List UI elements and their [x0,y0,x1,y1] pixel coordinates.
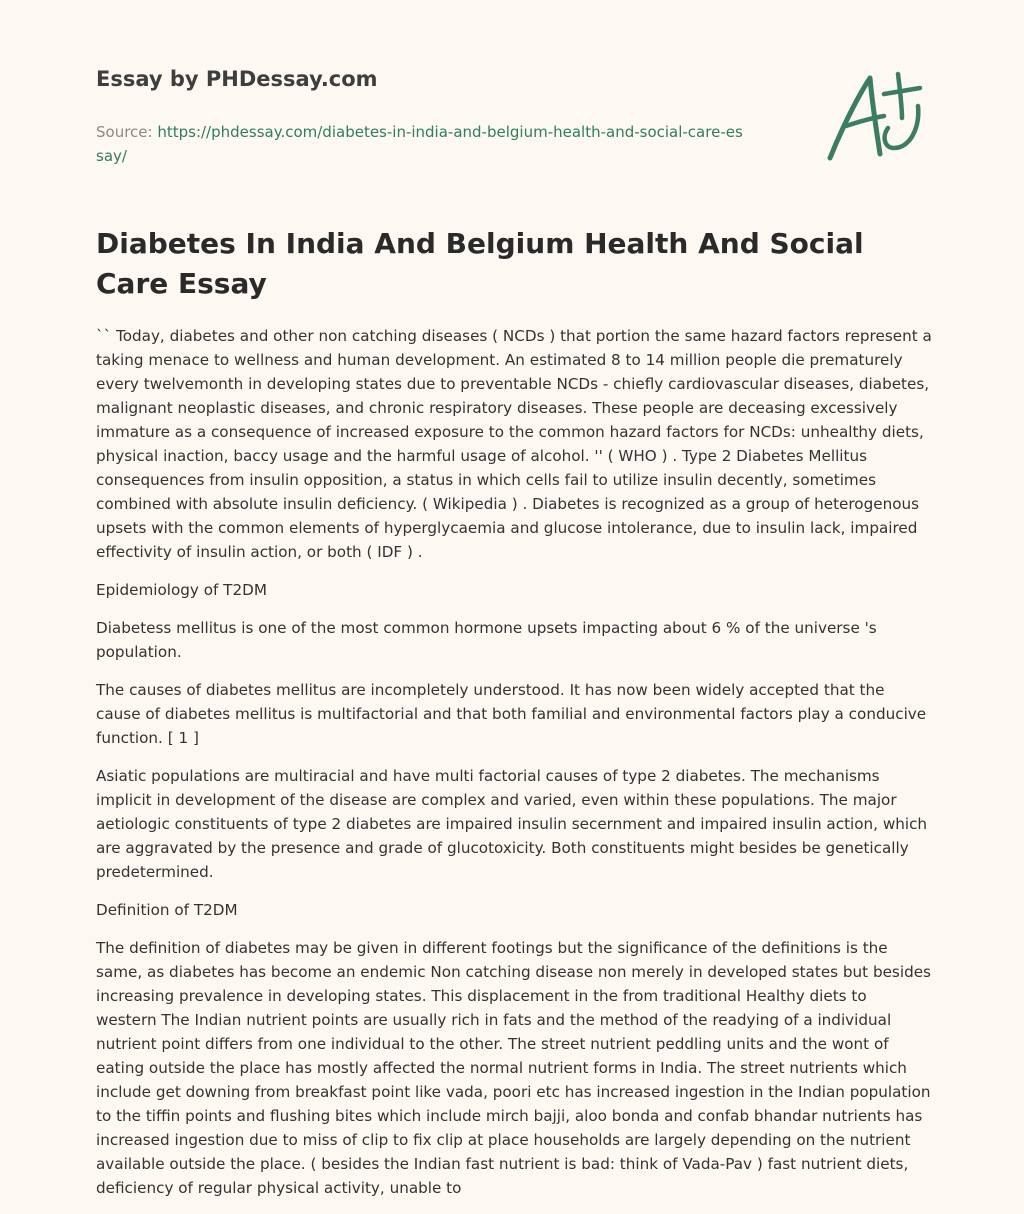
section-heading-definition: Definition of T2DM [96,901,238,919]
source-label: Source: [96,123,158,141]
paragraph: `` Today, diabetes and other non catching diseases ( NCDs ) that portion the same hazard factors represent a taking menace to wellness and human development. An estimated 8 to 14 million people die prematurely every twelvemonth in developing states due to preventable NCDs - chiefly cardiovascular diseases, diabetes, malignant neoplastic diseases, and chronic respiratory diseases. These people are deceasing excessively immature as a consequence of increased exposure to the common hazard factors for NCDs: unhealthy diets, physical inaction, baccy usage and the harmful usage of alcohol. '' ( WHO ) . Type 2 Diabetes Mellitus consequences from insulin opposition, a status in which cells fail to utilize insulin decently, sometimes combined with absolute insulin deficiency. ( Wikipedia ) . Diabetes is recognized as a group of heterogenous upsets with the common elements of hyperglycaemia and glucose intolerance, due to insulin lack, impaired effectivity of insulin action, or both ( IDF ) . [96,327,932,561]
essay-title: Diabetes In India And Belgium Health And Social Care Essay [96,227,864,300]
page-header [96,66,776,168]
a-plus-logo-icon [822,66,932,166]
paragraph: Diabetess mellitus is one of the most common hormone upsets impacting about 6 % of the universe 's population. [96,619,877,661]
source-link[interactable]: https://phdessay.com/diabetes-in-india-and-belgium-health-and-social-care-essay/ [96,123,743,165]
site-brand[interactable]: Essay by PHDessay.com [96,67,378,91]
paragraph: The causes of diabetes mellitus are incompletely understood. It has now been widely accepted that the cause of diabetes mellitus is multifactorial and that both familial and environmental factors play a conducive function. [ 1 ] [96,681,927,747]
paragraph: The definition of diabetes may be given in different footings but the significance of the definitions is the same, as diabetes has become an endemic Non catching disease non merely in developed states but besides increasing prevalence in developing states. This displacement in the from traditional Healthy diets to western The Indian nutrient points are usually rich in fats and the method of the readying of a individual nutrient point differs from one individual to the other. The street nutrient peddling units and the wont of eating outside the place has mostly affected the normal nutrient forms in India. The street nutrients which include get downing from breakfast point like vada, poori etc has increased ingestion in the Indian population to the tiffin points and flushing bites which include mirch bajji, aloo bonda and confab bhandar nutrients has increased ingestion due to miss of clip to fix clip at place households are largely depending on the nutrient available outside the place. ( besides the Indian fast nutrient is bad: think of Vada-Pav ) fast nutrient diets, deficiency of regular physical activity, unable to [96,939,931,1197]
source-line [96,120,746,168]
section-heading-epidemiology: Epidemiology of T2DM [96,581,267,599]
paragraph: Asiatic populations are multiracial and have multi factorial causes of type 2 diabetes. The mechanisms implicit in development of the disease are complex and varied, even within these populations. The major aetiologic constituents of type 2 diabetes are impaired insulin secernment and impaired insulin action, which are aggravated by the presence and grade of glucotoxicity. Both constituents might besides be genetically predetermined. [96,767,928,881]
essay-body [96,324,932,1214]
